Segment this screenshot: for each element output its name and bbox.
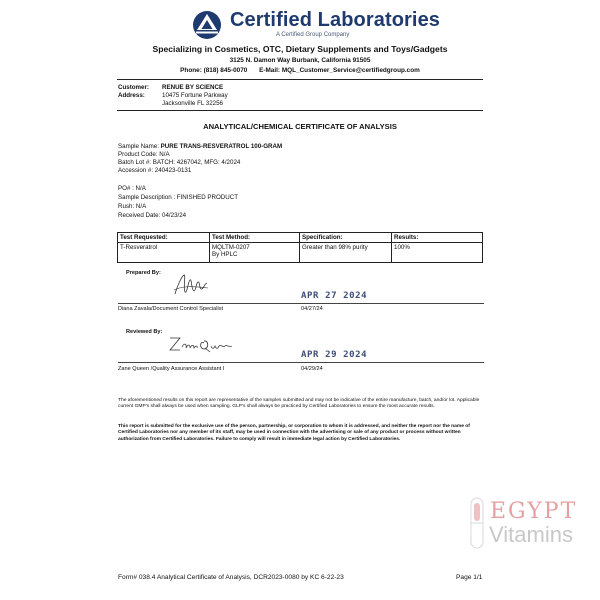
batch-lot: Batch Lot #: BATCH: 4267042, MFG: 4/2024 — [118, 159, 241, 166]
method-technique: By HPLC — [212, 251, 238, 258]
sample-description: Sample Description : FINISHED PRODUCT — [118, 194, 238, 201]
header-divider — [117, 79, 483, 80]
reviewed-date: 04/29/24 — [301, 366, 323, 372]
company-subtitle: A Certified Group Company — [276, 32, 350, 38]
reviewed-signature-icon — [166, 332, 236, 354]
reviewed-name: Zane Queen /Quality Assurance Assistant I — [118, 366, 225, 372]
form-number: Form# 038.4 Analytical Certificate of Analysis, DCR2023-0080 by KC 6-22-23 — [118, 574, 344, 581]
header-method: Test Method: — [210, 233, 300, 243]
sample-name-label: Sample Name: — [118, 143, 159, 150]
cell-specification: Greater than 98% purity — [300, 243, 392, 263]
accession-number: Accession #: 240423-0131 — [118, 167, 192, 174]
prepared-date-stamp: APR 27 2024 — [301, 291, 368, 301]
reviewed-signature-line — [118, 362, 484, 363]
prepared-by-label: Prepared By: — [126, 270, 161, 276]
rush-status: Rush: N/A — [118, 203, 147, 210]
prepared-name: Diana Zavala/Document Control Specialist — [118, 306, 224, 312]
prepared-signature-line — [118, 303, 484, 304]
table-header-row — [118, 233, 483, 243]
results-table — [117, 232, 483, 263]
company-contact — [0, 67, 600, 74]
reviewed-by-label: Reviewed By: — [126, 329, 163, 335]
certificate-title: ANALYTICAL/CHEMICAL CERTIFICATE OF ANALYSIS — [203, 122, 397, 131]
watermark-vitamins: Vitamins — [489, 522, 573, 547]
header-specification: Specification: — [300, 233, 392, 243]
company-name: Certified Laboratories — [230, 9, 441, 31]
header-results: Results: — [392, 233, 483, 243]
company-tagline: Specializing in Cosmetics, OTC, Dietary Supplements and Toys/Gadgets — [152, 44, 448, 54]
customer-address-line2: Jacksonville FL 32256 — [162, 100, 223, 107]
customer-name: RENUE BY SCIENCE — [162, 84, 224, 91]
sample-name-value: PURE TRANS-RESVERATROL 100-GRAM — [160, 143, 283, 150]
disclaimer-usage: This report is submitted for the exclusive use of the person, partnership, or corporation to whom it is addressed, and neither the report nor the name of Certified Laboratories nor any member of its staff, may be used in connection with the advertising or sale of any product or process without written authorization from Certified Laboratories. Failure to comply will result in immediate legal action by Certified Laboratories. — [118, 424, 470, 442]
reviewed-date-stamp: APR 29 2024 — [301, 350, 368, 360]
capsule-watermark-icon — [470, 497, 484, 549]
received-date: Received Date: 04/23/24 — [118, 212, 187, 219]
prepared-date: 04/27/24 — [301, 306, 323, 312]
company-email[interactable]: E-Mail: MQL_Customer_Service@certifiedgroup.com — [259, 67, 420, 74]
customer-divider — [117, 110, 483, 111]
customer-label: Customer: — [118, 84, 149, 91]
po-number: PO# : N/A — [118, 185, 146, 192]
customer-address-line1: 10475 Fortune Parkway — [162, 92, 228, 99]
sample-name — [118, 143, 282, 150]
header-test: Test Requested: — [118, 233, 210, 243]
method-code: MQLTM-0207 — [212, 244, 250, 251]
company-phone: Phone: (818) 845-0070 — [180, 67, 248, 74]
company-address: 3125 N. Damon Way Burbank, California 91505 — [229, 57, 371, 64]
page-number: Page 1/1 — [456, 574, 483, 581]
disclaimer-results: The aforementioned results on this report are representative of the samples submitted and may not be indicative of the entire manufacture, batch, and/or lot. Applicable current GMP's shall always be used when sampling. GLP's shall always be practiced by Certified Laboratories to ensure the most accurate results. — [118, 398, 480, 410]
cell-test: T-Resveratrol — [118, 243, 210, 263]
cell-method — [210, 243, 300, 263]
product-code: Product Code: N/A — [118, 151, 170, 158]
table-row — [118, 243, 483, 263]
cell-result: 100% — [392, 243, 483, 263]
watermark-egypt: EGYPT — [490, 499, 578, 524]
address-label: Address: — [118, 92, 145, 99]
prepared-signature-icon — [172, 270, 210, 300]
company-logo-icon — [192, 10, 222, 40]
